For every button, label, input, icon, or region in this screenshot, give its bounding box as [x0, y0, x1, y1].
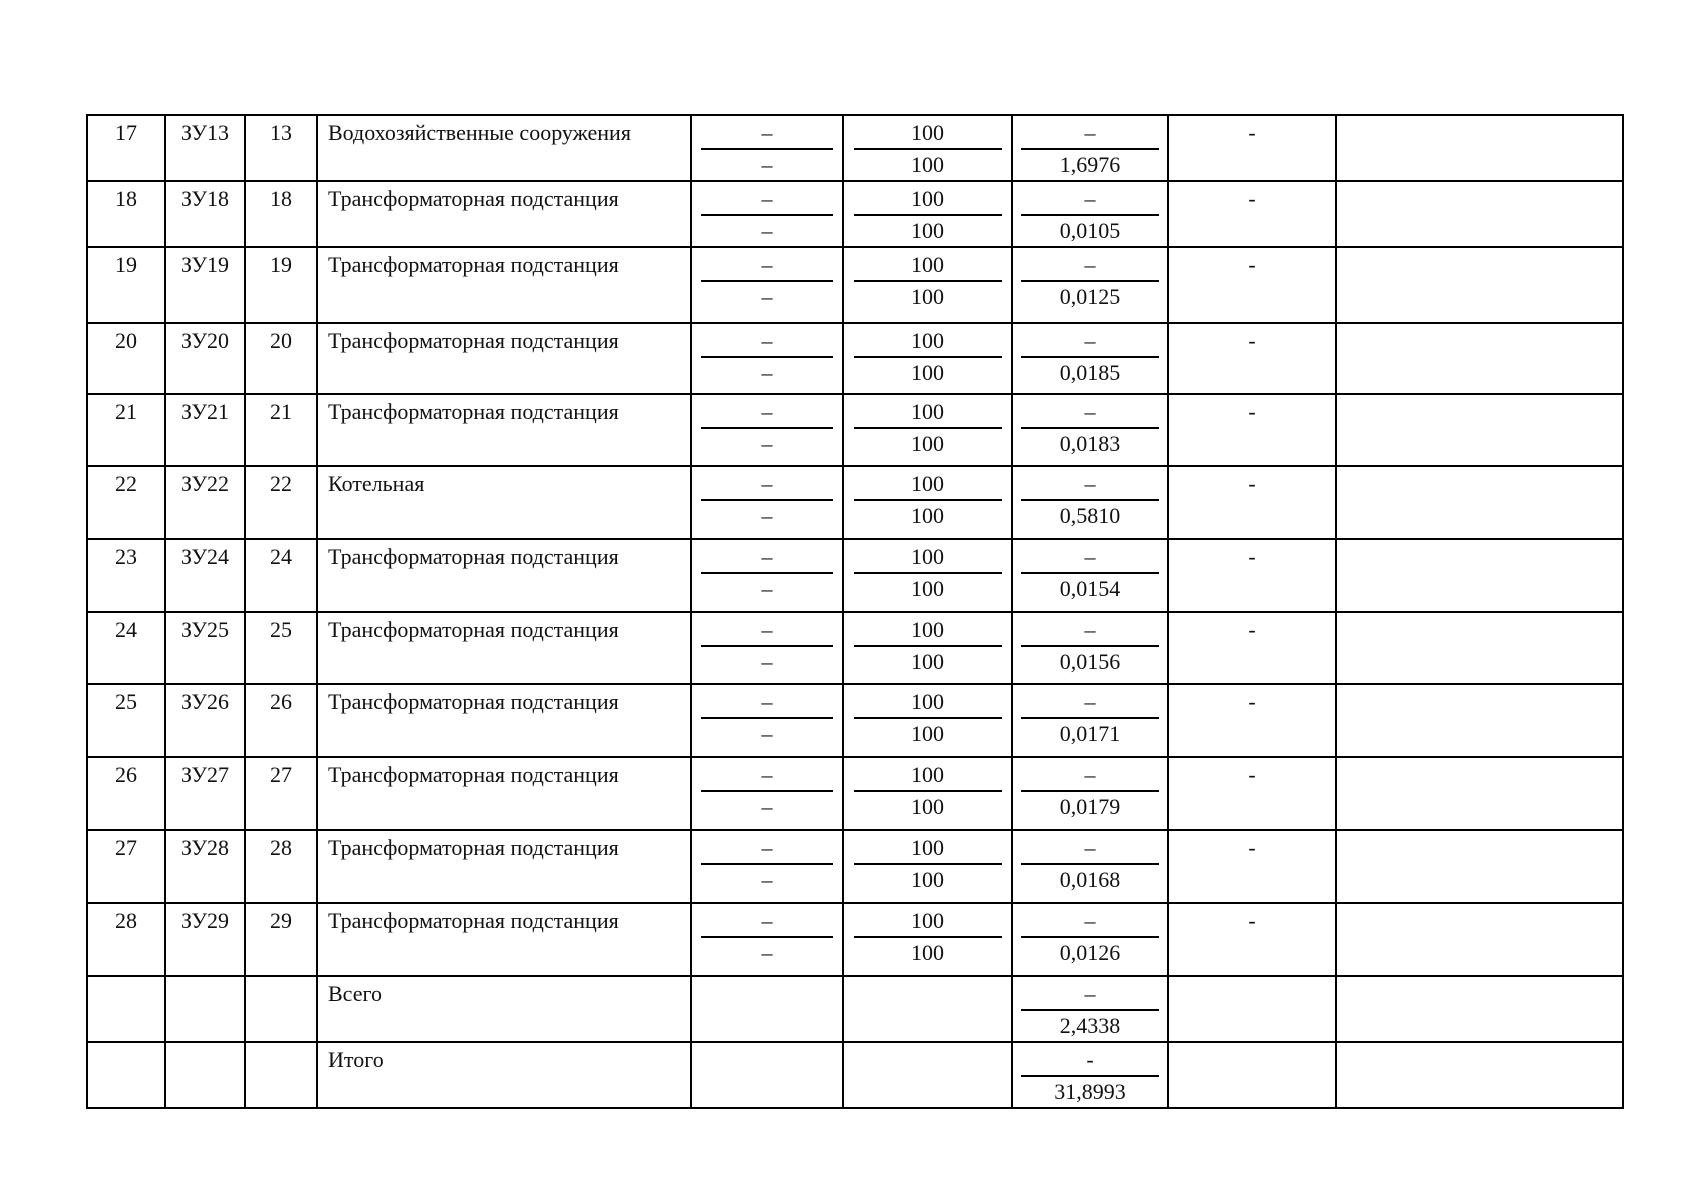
extra-cell [1336, 830, 1623, 903]
percent-denominator: 100 [911, 152, 944, 177]
area-fraction [1013, 324, 1167, 388]
remark-cell: - [1168, 539, 1336, 612]
table-row [87, 115, 1623, 181]
plot-code-cell: ЗУ24 [165, 539, 245, 612]
table-row [87, 830, 1623, 903]
total-area-denominator: 2,4338 [1059, 1013, 1121, 1038]
area-fraction [1013, 182, 1167, 246]
percent-cell [843, 323, 1012, 394]
area-cell [1012, 323, 1168, 394]
purpose-name-cell: Трансформаторная подстанция [317, 247, 691, 323]
total-label-cell: Всего [317, 976, 691, 1042]
row-index-cell: 19 [87, 247, 165, 323]
percent-fraction [844, 395, 1011, 459]
table-row [87, 247, 1623, 323]
percent-fraction [844, 182, 1011, 246]
purpose-name-cell: Трансформаторная подстанция [317, 757, 691, 830]
plot-code-cell: ЗУ13 [165, 115, 245, 181]
remark-cell: - [1168, 323, 1336, 394]
plot-number-cell: 22 [245, 466, 317, 539]
plot-code-cell: ЗУ25 [165, 612, 245, 684]
area-numerator: – [1021, 397, 1159, 429]
percent-fraction [844, 831, 1011, 895]
remark-cell: - [1168, 903, 1336, 976]
plot-code-cell: ЗУ26 [165, 684, 245, 757]
plot-number-cell: 13 [245, 115, 317, 181]
table-body [87, 115, 1623, 1108]
row-index-cell: 17 [87, 115, 165, 181]
area-cell [1012, 115, 1168, 181]
purpose-name-cell: Трансформаторная подстанция [317, 612, 691, 684]
plot-number-cell: 27 [245, 757, 317, 830]
area-numerator: – [1021, 326, 1159, 358]
percent-fraction [844, 467, 1011, 531]
purpose-name-cell: Трансформаторная подстанция [317, 539, 691, 612]
value-a-fraction [692, 758, 842, 822]
area-cell [1012, 394, 1168, 466]
area-denominator: 0,0168 [1059, 867, 1121, 892]
percent-numerator: 100 [854, 118, 1002, 150]
area-fraction [1013, 540, 1167, 604]
value-a-denominator: – [761, 721, 773, 746]
percent-denominator: 100 [911, 649, 944, 674]
area-denominator: 0,0156 [1059, 649, 1121, 674]
percent-numerator: 100 [854, 687, 1002, 719]
purpose-name-cell: Водохозяйственные сооружения [317, 115, 691, 181]
area-numerator: – [1021, 906, 1159, 938]
percent-denominator: 100 [911, 576, 944, 601]
area-denominator: 0,0105 [1059, 218, 1121, 243]
value-a-fraction [692, 540, 842, 604]
empty-cell [87, 976, 165, 1042]
percent-cell [843, 903, 1012, 976]
percent-numerator: 100 [854, 250, 1002, 282]
plot-code-cell: ЗУ27 [165, 757, 245, 830]
area-numerator: – [1021, 687, 1159, 719]
area-denominator: 0,5810 [1059, 503, 1121, 528]
row-index-cell: 25 [87, 684, 165, 757]
area-denominator: 0,0125 [1059, 284, 1121, 309]
extra-cell [1336, 115, 1623, 181]
total-row [87, 1042, 1623, 1108]
empty-cell [1168, 1042, 1336, 1108]
percent-cell [843, 539, 1012, 612]
area-fraction [1013, 395, 1167, 459]
value-a-fraction [692, 831, 842, 895]
value-a-numerator: – [701, 397, 833, 429]
value-a-denominator: – [761, 360, 773, 385]
percent-cell [843, 830, 1012, 903]
value-a-cell [691, 323, 843, 394]
area-cell [1012, 539, 1168, 612]
empty-cell [1336, 976, 1623, 1042]
plot-number-cell: 18 [245, 181, 317, 247]
value-a-cell [691, 181, 843, 247]
value-a-numerator: – [701, 326, 833, 358]
area-numerator: – [1021, 833, 1159, 865]
value-a-cell [691, 115, 843, 181]
area-cell [1012, 247, 1168, 323]
value-a-denominator: – [761, 940, 773, 965]
plot-code-cell: ЗУ19 [165, 247, 245, 323]
total-area-cell [1012, 1042, 1168, 1108]
empty-cell [843, 976, 1012, 1042]
plot-number-cell: 20 [245, 323, 317, 394]
total-area-numerator: - [1021, 1045, 1159, 1077]
area-numerator: – [1021, 250, 1159, 282]
percent-fraction [844, 116, 1011, 180]
value-a-denominator: – [761, 503, 773, 528]
percent-numerator: 100 [854, 184, 1002, 216]
value-a-cell [691, 903, 843, 976]
extra-cell [1336, 247, 1623, 323]
area-cell [1012, 684, 1168, 757]
value-a-fraction [692, 324, 842, 388]
area-denominator: 1,6976 [1059, 152, 1121, 177]
table-row [87, 684, 1623, 757]
percent-cell [843, 181, 1012, 247]
percent-numerator: 100 [854, 326, 1002, 358]
value-a-cell [691, 394, 843, 466]
total-area-denominator: 31,8993 [1054, 1079, 1126, 1104]
area-denominator: 0,0185 [1059, 360, 1121, 385]
percent-cell [843, 247, 1012, 323]
area-numerator: – [1021, 469, 1159, 501]
row-index-cell: 20 [87, 323, 165, 394]
value-a-numerator: – [701, 250, 833, 282]
percent-numerator: 100 [854, 542, 1002, 574]
area-denominator: 0,0179 [1059, 794, 1121, 819]
value-a-cell [691, 247, 843, 323]
percent-cell [843, 757, 1012, 830]
remark-cell: - [1168, 181, 1336, 247]
percent-fraction [844, 613, 1011, 677]
area-fraction [1013, 467, 1167, 531]
remark-cell: - [1168, 247, 1336, 323]
empty-cell [165, 1042, 245, 1108]
table-row [87, 612, 1623, 684]
area-fraction [1013, 116, 1167, 180]
plot-number-cell: 26 [245, 684, 317, 757]
table-row [87, 757, 1623, 830]
value-a-denominator: – [761, 576, 773, 601]
plot-number-cell: 29 [245, 903, 317, 976]
value-a-fraction [692, 248, 842, 312]
area-cell [1012, 181, 1168, 247]
value-a-numerator: – [701, 615, 833, 647]
area-numerator: – [1021, 542, 1159, 574]
percent-cell [843, 684, 1012, 757]
percent-fraction [844, 248, 1011, 312]
area-fraction [1013, 904, 1167, 968]
purpose-name-cell: Трансформаторная подстанция [317, 181, 691, 247]
empty-cell [691, 976, 843, 1042]
percent-denominator: 100 [911, 794, 944, 819]
percent-numerator: 100 [854, 906, 1002, 938]
value-a-numerator: – [701, 760, 833, 792]
row-index-cell: 22 [87, 466, 165, 539]
value-a-denominator: – [761, 284, 773, 309]
area-denominator: 0,0154 [1059, 576, 1121, 601]
value-a-numerator: – [701, 906, 833, 938]
area-denominator: 0,0126 [1059, 940, 1121, 965]
plot-code-cell: ЗУ20 [165, 323, 245, 394]
land-plots-table [86, 114, 1624, 1109]
area-fraction [1013, 248, 1167, 312]
percent-numerator: 100 [854, 760, 1002, 792]
purpose-name-cell: Трансформаторная подстанция [317, 903, 691, 976]
remark-cell: - [1168, 757, 1336, 830]
remark-cell: - [1168, 830, 1336, 903]
empty-cell [843, 1042, 1012, 1108]
plot-number-cell: 24 [245, 539, 317, 612]
value-a-cell [691, 612, 843, 684]
plot-code-cell: ЗУ22 [165, 466, 245, 539]
purpose-name-cell: Трансформаторная подстанция [317, 394, 691, 466]
value-a-fraction [692, 613, 842, 677]
percent-denominator: 100 [911, 360, 944, 385]
purpose-name-cell: Трансформаторная подстанция [317, 323, 691, 394]
row-index-cell: 28 [87, 903, 165, 976]
plot-code-cell: ЗУ21 [165, 394, 245, 466]
area-fraction [1013, 831, 1167, 895]
percent-denominator: 100 [911, 218, 944, 243]
percent-numerator: 100 [854, 615, 1002, 647]
percent-fraction [844, 540, 1011, 604]
row-index-cell: 26 [87, 757, 165, 830]
value-a-denominator: – [761, 794, 773, 819]
extra-cell [1336, 394, 1623, 466]
extra-cell [1336, 466, 1623, 539]
area-denominator: 0,0171 [1059, 721, 1121, 746]
value-a-fraction [692, 395, 842, 459]
value-a-cell [691, 539, 843, 612]
plot-number-cell: 25 [245, 612, 317, 684]
plot-code-cell: ЗУ28 [165, 830, 245, 903]
extra-cell [1336, 684, 1623, 757]
value-a-fraction [692, 904, 842, 968]
area-cell [1012, 903, 1168, 976]
table-row [87, 903, 1623, 976]
value-a-cell [691, 684, 843, 757]
total-label-cell: Итого [317, 1042, 691, 1108]
value-a-cell [691, 466, 843, 539]
percent-cell [843, 466, 1012, 539]
row-index-cell: 18 [87, 181, 165, 247]
table-row [87, 466, 1623, 539]
value-a-numerator: – [701, 833, 833, 865]
total-area-cell [1012, 976, 1168, 1042]
area-numerator: – [1021, 118, 1159, 150]
empty-cell [245, 1042, 317, 1108]
area-denominator: 0,0183 [1059, 431, 1121, 456]
extra-cell [1336, 757, 1623, 830]
total-row [87, 976, 1623, 1042]
purpose-name-cell: Трансформаторная подстанция [317, 830, 691, 903]
area-fraction [1013, 758, 1167, 822]
table-row [87, 539, 1623, 612]
value-a-denominator: – [761, 649, 773, 674]
percent-numerator: 100 [854, 397, 1002, 429]
value-a-numerator: – [701, 184, 833, 216]
percent-denominator: 100 [911, 867, 944, 892]
extra-cell [1336, 903, 1623, 976]
empty-cell [691, 1042, 843, 1108]
value-a-numerator: – [701, 542, 833, 574]
remark-cell: - [1168, 394, 1336, 466]
remark-cell: - [1168, 684, 1336, 757]
percent-numerator: 100 [854, 833, 1002, 865]
row-index-cell: 21 [87, 394, 165, 466]
area-fraction [1013, 685, 1167, 749]
percent-cell [843, 612, 1012, 684]
plot-number-cell: 21 [245, 394, 317, 466]
value-a-fraction [692, 182, 842, 246]
empty-cell [1168, 976, 1336, 1042]
value-a-denominator: – [761, 431, 773, 456]
area-numerator: – [1021, 615, 1159, 647]
value-a-numerator: – [701, 687, 833, 719]
total-area-fraction [1013, 1043, 1167, 1107]
row-index-cell: 24 [87, 612, 165, 684]
value-a-denominator: – [761, 867, 773, 892]
percent-numerator: 100 [854, 469, 1002, 501]
value-a-numerator: – [701, 469, 833, 501]
extra-cell [1336, 181, 1623, 247]
row-index-cell: 27 [87, 830, 165, 903]
area-cell [1012, 612, 1168, 684]
empty-cell [165, 976, 245, 1042]
table-row [87, 323, 1623, 394]
extra-cell [1336, 612, 1623, 684]
percent-denominator: 100 [911, 940, 944, 965]
value-a-fraction [692, 685, 842, 749]
total-area-numerator: – [1021, 979, 1159, 1011]
area-cell [1012, 757, 1168, 830]
percent-denominator: 100 [911, 721, 944, 746]
total-area-fraction [1013, 977, 1167, 1041]
percent-denominator: 100 [911, 284, 944, 309]
remark-cell: - [1168, 115, 1336, 181]
remark-cell: - [1168, 466, 1336, 539]
area-cell [1012, 466, 1168, 539]
value-a-cell [691, 757, 843, 830]
plot-code-cell: ЗУ18 [165, 181, 245, 247]
area-numerator: – [1021, 184, 1159, 216]
percent-fraction [844, 324, 1011, 388]
percent-denominator: 100 [911, 503, 944, 528]
extra-cell [1336, 539, 1623, 612]
value-a-fraction [692, 467, 842, 531]
value-a-cell [691, 830, 843, 903]
area-cell [1012, 830, 1168, 903]
value-a-fraction [692, 116, 842, 180]
row-index-cell: 23 [87, 539, 165, 612]
area-numerator: – [1021, 760, 1159, 792]
purpose-name-cell: Трансформаторная подстанция [317, 684, 691, 757]
empty-cell [245, 976, 317, 1042]
plot-code-cell: ЗУ29 [165, 903, 245, 976]
percent-denominator: 100 [911, 431, 944, 456]
percent-fraction [844, 904, 1011, 968]
table-row [87, 394, 1623, 466]
value-a-denominator: – [761, 152, 773, 177]
empty-cell [1336, 1042, 1623, 1108]
purpose-name-cell: Котельная [317, 466, 691, 539]
remark-cell: - [1168, 612, 1336, 684]
percent-fraction [844, 758, 1011, 822]
percent-cell [843, 115, 1012, 181]
plot-number-cell: 19 [245, 247, 317, 323]
value-a-denominator: – [761, 218, 773, 243]
extra-cell [1336, 323, 1623, 394]
value-a-numerator: – [701, 118, 833, 150]
percent-fraction [844, 685, 1011, 749]
area-fraction [1013, 613, 1167, 677]
plot-number-cell: 28 [245, 830, 317, 903]
table-row [87, 181, 1623, 247]
empty-cell [87, 1042, 165, 1108]
percent-cell [843, 394, 1012, 466]
